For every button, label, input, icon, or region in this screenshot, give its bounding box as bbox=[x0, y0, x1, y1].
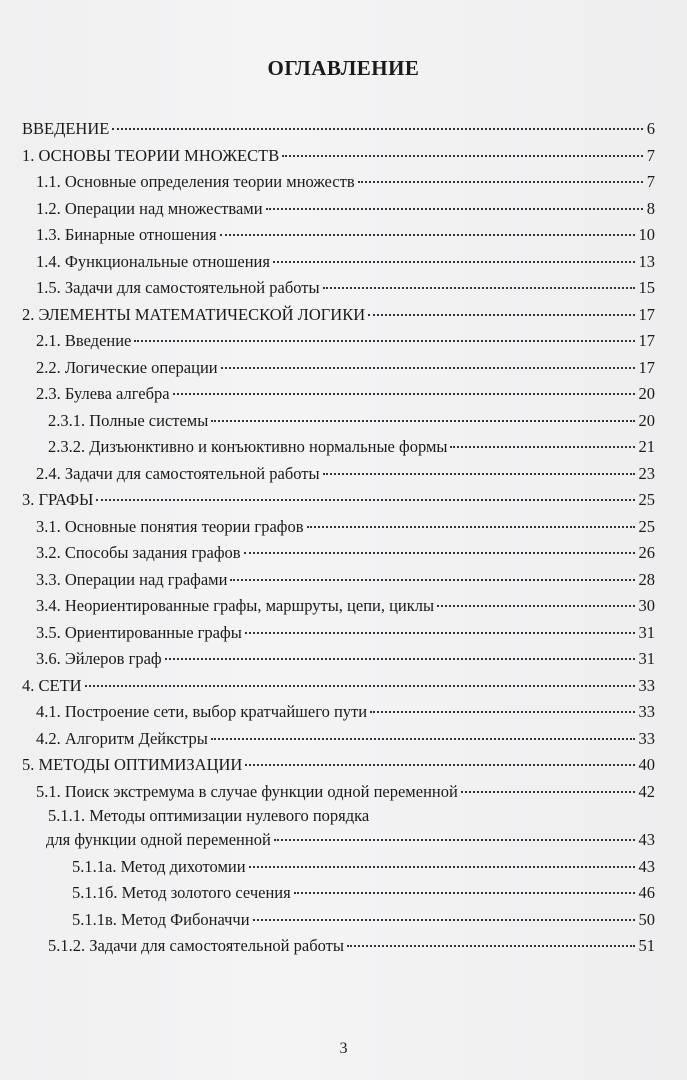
toc-entry bbox=[48, 933, 655, 960]
toc-entry-page: 51 bbox=[638, 936, 655, 955]
toc-entry-label: 1.2. Операции над множествами bbox=[36, 198, 263, 218]
toc-entry-page: 20 bbox=[638, 410, 655, 430]
toc-entry bbox=[36, 540, 655, 567]
toc-entry-page: 33 bbox=[638, 728, 655, 748]
toc-entry-label: 3.6. Эйлеров граф bbox=[36, 649, 162, 668]
toc-entry-label: 5.1.1б. Метод золотого сечения bbox=[72, 883, 291, 902]
toc-entry-page: 50 bbox=[638, 909, 655, 929]
toc-entry-label: 2.3.1. Полные системы bbox=[48, 410, 209, 430]
toc-entry-label: 5.1.2. Задачи для самостоятельной работы bbox=[48, 936, 344, 955]
dot-leader bbox=[461, 790, 635, 793]
dot-leader bbox=[282, 154, 643, 157]
toc-entry-label: 3.3. Операции над графами bbox=[36, 569, 228, 589]
toc-entry bbox=[36, 249, 655, 276]
toc-entry-label: 4. СЕТИ bbox=[22, 675, 82, 695]
dot-leader bbox=[323, 286, 635, 289]
dot-leader bbox=[253, 918, 635, 921]
toc-entry bbox=[36, 275, 655, 302]
toc-entry-page: 33 bbox=[638, 702, 655, 721]
toc-entry-label: 3.4. Неориентированные графы, маршруты, цепи, циклы bbox=[36, 596, 435, 615]
dot-leader bbox=[244, 551, 635, 554]
dot-leader bbox=[323, 472, 635, 475]
dot-leader bbox=[173, 392, 635, 395]
toc-entry-label: 1.4. Функциональные отношения bbox=[36, 251, 270, 271]
toc-entry-label: 2.3.2. Дизъюнктивно и конъюктивно нормальные формы bbox=[48, 437, 448, 456]
toc-entry bbox=[36, 461, 655, 488]
toc-entry-label: 5. МЕТОДЫ ОПТИМИЗАЦИИ bbox=[22, 755, 243, 774]
dot-leader bbox=[347, 944, 635, 947]
toc-entry bbox=[72, 907, 655, 934]
toc-entry-page: 10 bbox=[638, 225, 655, 244]
toc-entry bbox=[36, 620, 655, 647]
toc-entry bbox=[48, 408, 655, 435]
toc-entry bbox=[36, 196, 655, 223]
toc-entry bbox=[36, 567, 655, 594]
toc-entry bbox=[22, 673, 655, 700]
toc-entry bbox=[22, 752, 655, 779]
dot-leader bbox=[230, 578, 634, 581]
table-of-contents bbox=[0, 116, 687, 960]
dot-leader bbox=[307, 525, 635, 528]
toc-entry bbox=[36, 222, 655, 249]
toc-entry bbox=[22, 487, 655, 514]
toc-entry-label: 4.1. Построение сети, выбор кратчайшего пути bbox=[36, 702, 368, 721]
toc-entry bbox=[36, 646, 655, 673]
toc-entry-page: 25 bbox=[638, 516, 655, 536]
dot-leader bbox=[274, 838, 635, 841]
dot-leader bbox=[85, 684, 635, 687]
dot-leader bbox=[96, 498, 634, 501]
toc-entry-label: 2.1. Введение bbox=[36, 331, 132, 350]
toc-entry bbox=[48, 434, 655, 461]
toc-entry bbox=[48, 805, 655, 827]
dot-leader bbox=[165, 657, 635, 660]
toc-entry-page: 43 bbox=[638, 830, 655, 849]
toc-entry-label: 5.1.1а. Метод дихотомии bbox=[72, 856, 246, 876]
page-number: 3 bbox=[339, 1040, 348, 1057]
toc-entry-page: 46 bbox=[638, 883, 655, 902]
toc-entry-page: 23 bbox=[638, 463, 655, 483]
toc-entry-page: 26 bbox=[638, 543, 655, 562]
toc-entry-page: 42 bbox=[638, 781, 655, 801]
toc-entry-page: 43 bbox=[638, 856, 655, 876]
toc-entry-label: 1. ОСНОВЫ ТЕОРИИ МНОЖЕСТВ bbox=[22, 145, 280, 165]
dot-leader bbox=[266, 207, 643, 210]
toc-entry-label: 1.3. Бинарные отношения bbox=[36, 225, 217, 244]
toc-entry bbox=[22, 302, 655, 329]
toc-entry bbox=[36, 169, 655, 196]
toc-entry-page: 28 bbox=[638, 569, 655, 589]
dot-leader bbox=[368, 313, 634, 316]
toc-entry bbox=[72, 854, 655, 881]
toc-entry-page: 21 bbox=[638, 437, 655, 456]
toc-entry-page: 25 bbox=[638, 490, 655, 509]
dot-leader bbox=[220, 233, 635, 236]
dot-leader bbox=[245, 763, 634, 766]
dot-leader bbox=[450, 445, 634, 448]
toc-entry-label: 2.4. Задачи для самостоятельной работы bbox=[36, 463, 320, 483]
dot-leader bbox=[249, 865, 635, 868]
toc-entry-label: 5.1. Поиск экстремума в случае функции одной переменной bbox=[36, 781, 458, 801]
toc-entry-page: 33 bbox=[638, 675, 655, 695]
dot-leader bbox=[211, 737, 635, 740]
toc-entry-label: 3.2. Способы задания графов bbox=[36, 543, 241, 562]
toc-entry-page: 6 bbox=[646, 119, 655, 138]
toc-entry bbox=[22, 116, 655, 143]
toc-entry-label-continuation: для функции одной переменной bbox=[46, 830, 271, 849]
toc-entry-label: ВВЕДЕНИЕ bbox=[22, 119, 110, 138]
toc-entry-label: 1.5. Задачи для самостоятельной работы bbox=[36, 278, 320, 297]
dot-leader bbox=[112, 127, 642, 130]
toc-entry-label: 2.3. Булева алгебра bbox=[36, 384, 170, 403]
toc-entry bbox=[36, 699, 655, 726]
toc-entry-page: 30 bbox=[638, 596, 655, 615]
toc-entry bbox=[36, 328, 655, 355]
dot-leader bbox=[437, 604, 634, 607]
toc-entry-page: 31 bbox=[638, 622, 655, 642]
dot-leader bbox=[273, 260, 635, 263]
toc-entry-page: 31 bbox=[638, 649, 655, 668]
toc-entry bbox=[36, 514, 655, 541]
toc-entry-label: 5.1.1. Методы оптимизации нулевого порядка bbox=[48, 806, 370, 825]
toc-entry-label: 5.1.1в. Метод Фибоначчи bbox=[72, 909, 250, 929]
toc-entry-page: 7 bbox=[646, 172, 655, 191]
dot-leader bbox=[245, 631, 635, 634]
toc-entry-label: 3.1. Основные понятия теории графов bbox=[36, 516, 304, 536]
toc-entry bbox=[36, 355, 655, 382]
toc-entry-label: 3.5. Ориентированные графы bbox=[36, 622, 242, 642]
page-title: ОГЛАВЛЕНИЕ bbox=[267, 56, 420, 80]
toc-entry bbox=[72, 880, 655, 907]
toc-entry-page: 8 bbox=[646, 198, 655, 218]
dot-leader bbox=[358, 180, 643, 183]
toc-entry-page: 17 bbox=[638, 357, 655, 377]
toc-entry bbox=[36, 593, 655, 620]
toc-entry-page: 7 bbox=[646, 145, 655, 165]
toc-entry-page: 20 bbox=[638, 384, 655, 403]
toc-entry-page: 17 bbox=[638, 331, 655, 350]
toc-entry bbox=[36, 381, 655, 408]
toc-entry bbox=[22, 143, 655, 170]
dot-leader bbox=[294, 891, 635, 894]
dot-leader bbox=[211, 419, 634, 422]
dot-leader bbox=[134, 339, 634, 342]
toc-entry-continuation bbox=[46, 827, 655, 854]
toc-entry-page: 17 bbox=[638, 304, 655, 324]
toc-entry-page: 15 bbox=[638, 278, 655, 297]
dot-leader bbox=[221, 366, 635, 369]
dot-leader bbox=[370, 710, 634, 713]
toc-entry-page: 40 bbox=[638, 755, 655, 774]
toc-entry-label: 1.1. Основные определения теории множеств bbox=[36, 172, 355, 191]
toc-entry-label: 4.2. Алгоритм Дейкстры bbox=[36, 728, 208, 748]
toc-entry bbox=[36, 726, 655, 753]
toc-entry bbox=[36, 779, 655, 806]
toc-entry-page: 13 bbox=[638, 251, 655, 271]
toc-entry-label: 2.2. Логические операции bbox=[36, 357, 218, 377]
toc-entry-label: 2. ЭЛЕМЕНТЫ МАТЕМАТИЧЕСКОЙ ЛОГИКИ bbox=[22, 304, 366, 324]
toc-entry-label: 3. ГРАФЫ bbox=[22, 490, 94, 509]
